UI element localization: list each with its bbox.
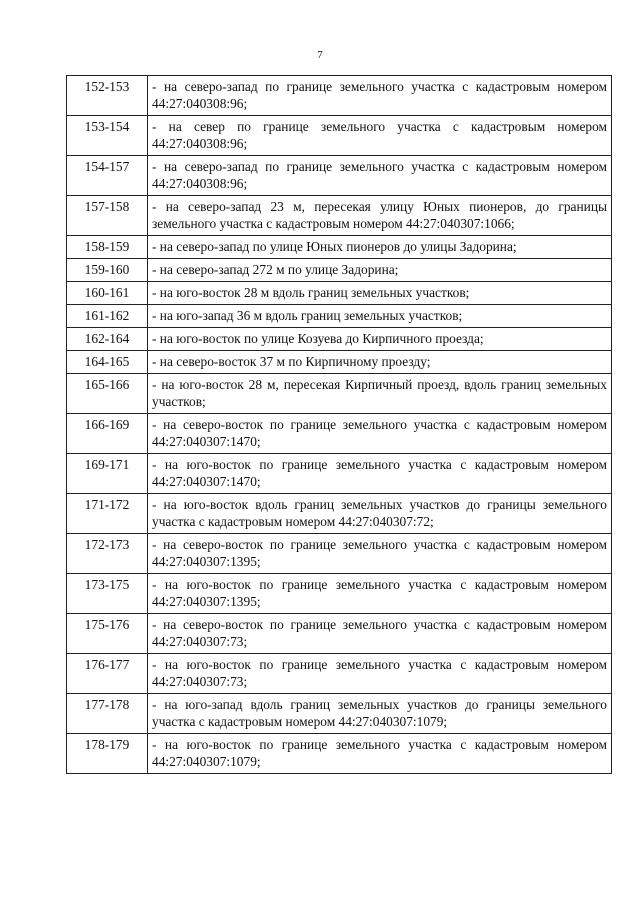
segment-cell: 165-166 [67,374,148,414]
table-row [67,374,612,414]
segment-cell: 171-172 [67,494,148,534]
table-row [67,259,612,282]
description-cell: - на северо-запад по улице Юных пионеров до улицы Задорина; [148,236,612,259]
table-row [67,494,612,534]
table-row [67,454,612,494]
segment-cell: 162-164 [67,328,148,351]
description-cell: - на северо-запад по границе земельного участка с кадастровым номером 44:27:040308:96; [148,156,612,196]
description-cell: - на юго-восток по улице Козуева до Кирпичного проезда; [148,328,612,351]
segment-cell: 175-176 [67,614,148,654]
segment-cell: 178-179 [67,734,148,774]
table-row [67,351,612,374]
description-cell: - на юго-восток по границе земельного участка с кадастровым номером 44:27:040307:1395; [148,574,612,614]
table-row [67,236,612,259]
segment-cell: 176-177 [67,654,148,694]
description-cell: - на северо-запад 272 м по улице Задорина; [148,259,612,282]
segment-cell: 154-157 [67,156,148,196]
segment-cell: 152-153 [67,76,148,116]
table-row [67,282,612,305]
table-row [67,76,612,116]
table-row [67,654,612,694]
table-row [67,734,612,774]
table-row [67,414,612,454]
segment-cell: 160-161 [67,282,148,305]
segment-cell: 169-171 [67,454,148,494]
description-cell: - на юго-запад вдоль границ земельных участков до границы земельного участка с кадастровым номером 44:27:040307:1079; [148,694,612,734]
table-row [67,196,612,236]
segment-cell: 161-162 [67,305,148,328]
description-cell: - на юго-восток 28 м вдоль границ земельных участков; [148,282,612,305]
segment-cell: 159-160 [67,259,148,282]
segment-cell: 164-165 [67,351,148,374]
table-row [67,574,612,614]
description-cell: - на северо-запад по границе земельного участка с кадастровым номером 44:27:040308:96; [148,76,612,116]
table-row [67,116,612,156]
segment-cell: 173-175 [67,574,148,614]
description-cell: - на северо-запад 23 м, пересекая улицу Юных пионеров, до границы земельного участка с кадастровым номером 44:27:040307:1066; [148,196,612,236]
segment-cell: 157-158 [67,196,148,236]
table-row [67,614,612,654]
description-cell: - на юго-восток по границе земельного участка с кадастровым номером 44:27:040307:73; [148,654,612,694]
segment-cell: 158-159 [67,236,148,259]
description-cell: - на северо-восток по границе земельного участка с кадастровым номером 44:27:040307:1395; [148,534,612,574]
boundary-table [66,75,612,774]
description-cell: - на юго-восток по границе земельного участка с кадастровым номером 44:27:040307:1470; [148,454,612,494]
description-cell: - на северо-восток по границе земельного участка с кадастровым номером 44:27:040307:1470; [148,414,612,454]
segment-cell: 177-178 [67,694,148,734]
segment-cell: 153-154 [67,116,148,156]
description-cell: - на юго-восток вдоль границ земельных участков до границы земельного участка с кадастровым номером 44:27:040307:72; [148,494,612,534]
segment-cell: 172-173 [67,534,148,574]
description-cell: - на северо-восток по границе земельного участка с кадастровым номером 44:27:040307:73; [148,614,612,654]
description-cell: - на юго-восток по границе земельного участка с кадастровым номером 44:27:040307:1079; [148,734,612,774]
table-row [67,694,612,734]
description-cell: - на юго-запад 36 м вдоль границ земельных участков; [148,305,612,328]
boundary-table-body [67,76,612,774]
description-cell: - на север по границе земельного участка с кадастровым номером 44:27:040308:96; [148,116,612,156]
table-row [67,328,612,351]
segment-cell: 166-169 [67,414,148,454]
table-row [67,156,612,196]
page-number: 7 [317,49,323,61]
table-row [67,534,612,574]
description-cell: - на юго-восток 28 м, пересекая Кирпичный проезд, вдоль границ земельных участков; [148,374,612,414]
description-cell: - на северо-восток 37 м по Кирпичному проезду; [148,351,612,374]
table-row [67,305,612,328]
